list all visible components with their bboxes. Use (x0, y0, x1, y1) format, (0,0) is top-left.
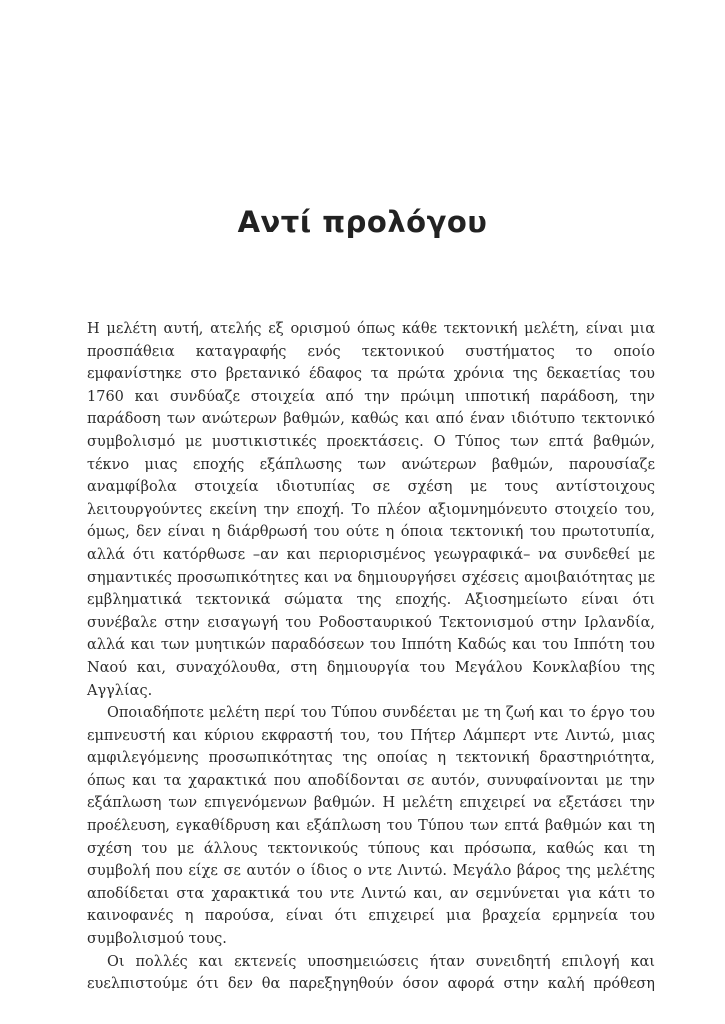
paragraph-3: Οι πολλές και εκτενείς υποσημειώσεις ήταν συνειδητή επιλογή και ευελπιστούμε ότι δεν θα παρεξηγηθούν όσον αφορά στην καλή πρόθεση (87, 953, 655, 993)
body-text (87, 318, 655, 996)
paragraph-1: Η μελέτη αυτή, ατελής εξ ορισμού όπως κάθε τεκτονική μελέτη, είναι μια προσπάθεια καταγραφής ενός τεκτονικού συστήματος το οποίο εμφανίστηκε στο βρετανικό έδαφος τα πρώτα χρόνια της δεκαετίας του 1760 και συνδύαζε στοιχεία από την πρώιμη ιπποτική παράδοση, την παράδοση των ανώτερων βαθμών, καθώς και από έναν ιδιότυπο τεκτονικό συμβολισμό με μυστικιστικές προεκτάσεις. Ο Τύπος των επτά βαθμών, τέκνο μιας εποχής εξάπλωσης των ανώτερων βαθμών, παρουσίαζε αναμφίβολα στοιχεία ιδιοτυπίας σε σχέση με τους αντίστοιχους λειτουργούντες εκείνη την εποχή. Το πλέον αξιομνημόνευτο στοιχείο του, όμως, δεν είναι η διάρθρωσή του ούτε η όποια τεκτονική του πρωτοτυπία, αλλά ότι κατόρθωσε –αν και περιορισμένος γεωγραφικά– να συνδεθεί με σημαντικές προσωπικότητες και να δημιουργήσει σχέσεις αμοιβαιότητας με εμβληματικά τεκτονικά σώματα της εποχής. Αξιοσημείωτο είναι ότι συνέβαλε στην εισαγωγή του Ροδοσταυρικού Τεκτονισμού στην Ιρλανδία, αλλά και των μυητικών παραδόσεων του Ιππότη Καδώς και του Ιππότη του Ναού και, συναχόλουθα, στη δημιουργία του Μεγάλου Κονκλαβίου της Αγγλίας. (87, 321, 655, 699)
paragraph-2: Οποιαδήποτε μελέτη περί του Τύπου συνδέεται με τη ζωή και το έργο του εμπνευστή και κύριου εκφραστή του, του Πήτερ Λάμπερτ ντε Λιντώ, μιας αμφιλεγόμενης προσωπικότητας της οποίας η τεκτονική δραστηριότητα, όπως και τα χαρακτικά που αποδίδονται σε αυτόν, συνυφαίνονται με την εξάπλωση των επιγενόμενων βαθμών. Η μελέτη επιχειρεί να εξετάσει την προέλευση, εγκαθίδρυση και εξάπλωση του Τύπου των επτά βαθμών και τη σχέση του με άλλους τεκτονικούς τύπους και πρόσωπα, καθώς και τη συμβολή που είχε σε αυτόν ο ίδιος ο ντε Λιντώ. Μεγάλο βάρος της μελέτης αποδίδεται στα χαρακτικά του ντε Λιντώ και, αν σεμνύνεται για κάτι το καινοφανές η παρούσα, είναι ότι επιχειρεί μια βραχεία ερμηνεία του συμβολισμού τους. (87, 705, 655, 948)
chapter-title: Αντί προλόγου (237, 205, 488, 239)
